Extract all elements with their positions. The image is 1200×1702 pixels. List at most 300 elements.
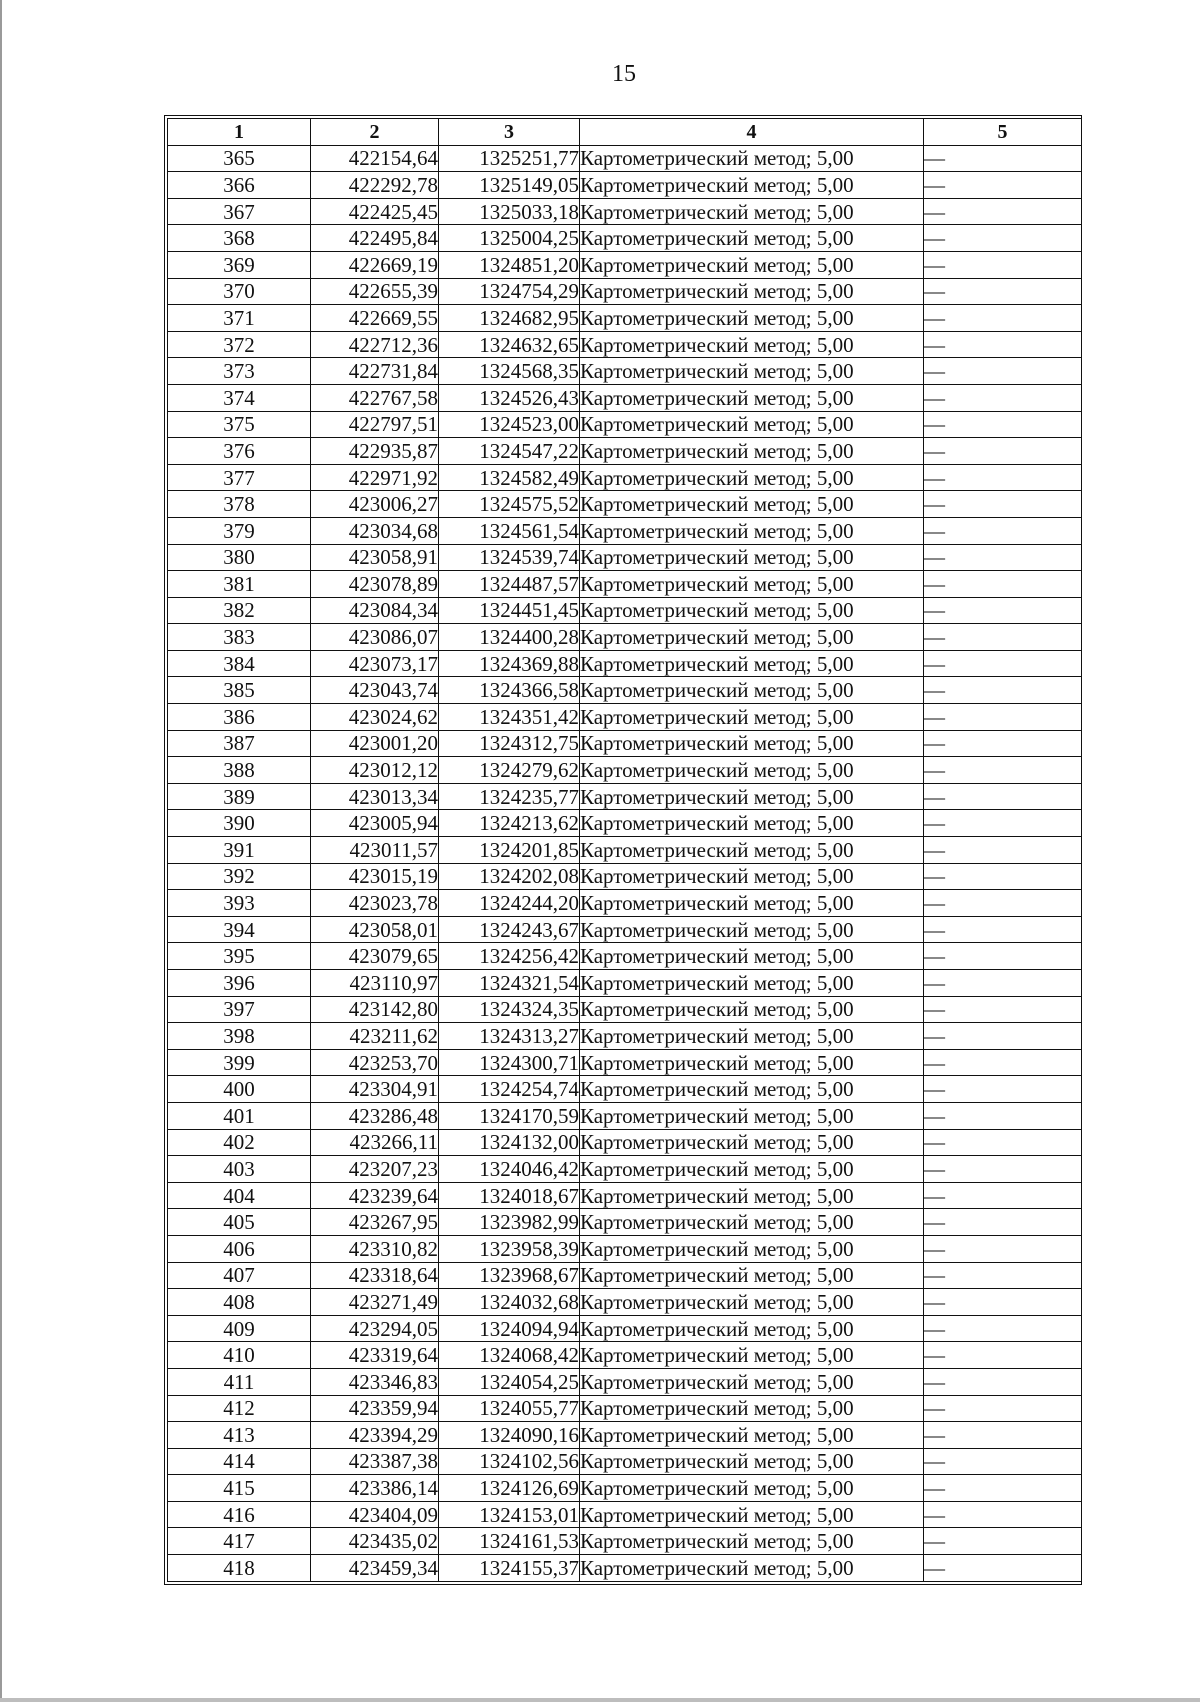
- note-cell: —: [924, 943, 1082, 970]
- x-coordinate-cell: 423058,91: [311, 544, 439, 571]
- table-row: [168, 730, 1082, 757]
- y-coordinate-cell: 1324366,58: [439, 677, 580, 704]
- x-coordinate-cell: 423319,64: [311, 1342, 439, 1369]
- note-cell: —: [924, 358, 1082, 385]
- note-cell: —: [924, 1422, 1082, 1449]
- method-cell: Картометрический метод; 5,00: [580, 597, 924, 624]
- note-cell: —: [924, 1049, 1082, 1076]
- point-number-cell: 415: [168, 1475, 311, 1502]
- note-cell: —: [924, 1555, 1082, 1582]
- x-coordinate-cell: 423359,94: [311, 1395, 439, 1422]
- x-coordinate-cell: 422971,92: [311, 464, 439, 491]
- x-coordinate-cell: 423294,05: [311, 1315, 439, 1342]
- y-coordinate-cell: 1324153,01: [439, 1501, 580, 1528]
- table-row: [168, 251, 1082, 278]
- note-cell: —: [924, 704, 1082, 731]
- table-row: [168, 1076, 1082, 1103]
- note-cell: —: [924, 1156, 1082, 1183]
- y-coordinate-cell: 1324312,75: [439, 730, 580, 757]
- point-number-cell: 411: [168, 1368, 311, 1395]
- y-coordinate-cell: 1324046,42: [439, 1156, 580, 1183]
- method-cell: Картометрический метод; 5,00: [580, 1555, 924, 1582]
- table-row: [168, 1342, 1082, 1369]
- note-cell: —: [924, 225, 1082, 252]
- note-cell: —: [924, 384, 1082, 411]
- x-coordinate-cell: 423386,14: [311, 1475, 439, 1502]
- x-coordinate-cell: 423142,80: [311, 996, 439, 1023]
- note-cell: —: [924, 1076, 1082, 1103]
- table-row: [168, 438, 1082, 465]
- x-coordinate-cell: 423346,83: [311, 1368, 439, 1395]
- table-row: [168, 1262, 1082, 1289]
- point-number-cell: 395: [168, 943, 311, 970]
- note-cell: —: [924, 1448, 1082, 1475]
- method-cell: Картометрический метод; 5,00: [580, 438, 924, 465]
- x-coordinate-cell: 422495,84: [311, 225, 439, 252]
- y-coordinate-cell: 1324568,35: [439, 358, 580, 385]
- point-number-cell: 380: [168, 544, 311, 571]
- table-row: [168, 198, 1082, 225]
- method-cell: Картометрический метод; 5,00: [580, 172, 924, 199]
- table-row: [168, 384, 1082, 411]
- x-coordinate-cell: 422731,84: [311, 358, 439, 385]
- point-number-cell: 390: [168, 810, 311, 837]
- note-cell: —: [924, 331, 1082, 358]
- point-number-cell: 396: [168, 970, 311, 997]
- point-number-cell: 370: [168, 278, 311, 305]
- method-cell: Картометрический метод; 5,00: [580, 890, 924, 917]
- table-row: [168, 704, 1082, 731]
- note-cell: —: [924, 863, 1082, 890]
- note-cell: —: [924, 1102, 1082, 1129]
- point-number-cell: 382: [168, 597, 311, 624]
- x-coordinate-cell: 422425,45: [311, 198, 439, 225]
- table-row: [168, 1501, 1082, 1528]
- note-cell: —: [924, 1475, 1082, 1502]
- table-row: [168, 145, 1082, 172]
- x-coordinate-cell: 422292,78: [311, 172, 439, 199]
- x-coordinate-cell: 423271,49: [311, 1289, 439, 1316]
- table-row: [168, 943, 1082, 970]
- point-number-cell: 386: [168, 704, 311, 731]
- table-row: [168, 996, 1082, 1023]
- x-coordinate-cell: 423015,19: [311, 863, 439, 890]
- y-coordinate-cell: 1324369,88: [439, 650, 580, 677]
- note-cell: —: [924, 1182, 1082, 1209]
- y-coordinate-cell: 1324400,28: [439, 624, 580, 651]
- coordinates-table-frame: [164, 115, 1082, 1585]
- note-cell: —: [924, 1209, 1082, 1236]
- x-coordinate-cell: 423034,68: [311, 517, 439, 544]
- point-number-cell: 374: [168, 384, 311, 411]
- point-number-cell: 369: [168, 251, 311, 278]
- x-coordinate-cell: 422797,51: [311, 411, 439, 438]
- y-coordinate-cell: 1324170,59: [439, 1102, 580, 1129]
- note-cell: —: [924, 491, 1082, 518]
- note-cell: —: [924, 837, 1082, 864]
- table-row: [168, 837, 1082, 864]
- method-cell: Картометрический метод; 5,00: [580, 863, 924, 890]
- table-row: [168, 1235, 1082, 1262]
- method-cell: Картометрический метод; 5,00: [580, 916, 924, 943]
- point-number-cell: 397: [168, 996, 311, 1023]
- table-row: [168, 278, 1082, 305]
- point-number-cell: 399: [168, 1049, 311, 1076]
- table-row: [168, 544, 1082, 571]
- note-cell: —: [924, 650, 1082, 677]
- point-number-cell: 403: [168, 1156, 311, 1183]
- method-cell: Картометрический метод; 5,00: [580, 1422, 924, 1449]
- method-cell: Картометрический метод; 5,00: [580, 1475, 924, 1502]
- table-row: [168, 624, 1082, 651]
- x-coordinate-cell: 423207,23: [311, 1156, 439, 1183]
- note-cell: —: [924, 1501, 1082, 1528]
- table-row: [168, 172, 1082, 199]
- note-cell: —: [924, 464, 1082, 491]
- point-number-cell: 366: [168, 172, 311, 199]
- x-coordinate-cell: 423387,38: [311, 1448, 439, 1475]
- point-number-cell: 384: [168, 650, 311, 677]
- method-cell: Картометрический метод; 5,00: [580, 251, 924, 278]
- note-cell: —: [924, 810, 1082, 837]
- point-number-cell: 367: [168, 198, 311, 225]
- y-coordinate-cell: 1324155,37: [439, 1555, 580, 1582]
- x-coordinate-cell: 422935,87: [311, 438, 439, 465]
- point-number-cell: 416: [168, 1501, 311, 1528]
- x-coordinate-cell: 423267,95: [311, 1209, 439, 1236]
- x-coordinate-cell: 423006,27: [311, 491, 439, 518]
- y-coordinate-cell: 1324561,54: [439, 517, 580, 544]
- y-coordinate-cell: 1324754,29: [439, 278, 580, 305]
- x-coordinate-cell: 423058,01: [311, 916, 439, 943]
- table-row: [168, 1049, 1082, 1076]
- y-coordinate-cell: 1324126,69: [439, 1475, 580, 1502]
- method-cell: Картометрический метод; 5,00: [580, 1289, 924, 1316]
- note-cell: —: [924, 916, 1082, 943]
- y-coordinate-cell: 1324487,57: [439, 571, 580, 598]
- point-number-cell: 383: [168, 624, 311, 651]
- point-number-cell: 368: [168, 225, 311, 252]
- x-coordinate-cell: 423001,20: [311, 730, 439, 757]
- y-coordinate-cell: 1324202,08: [439, 863, 580, 890]
- method-cell: Картометрический метод; 5,00: [580, 624, 924, 651]
- note-cell: —: [924, 890, 1082, 917]
- point-number-cell: 405: [168, 1209, 311, 1236]
- y-coordinate-cell: 1324161,53: [439, 1528, 580, 1555]
- table-header-row: [168, 119, 1082, 146]
- y-coordinate-cell: 1324054,25: [439, 1368, 580, 1395]
- note-cell: —: [924, 677, 1082, 704]
- y-coordinate-cell: 1324201,85: [439, 837, 580, 864]
- point-number-cell: 412: [168, 1395, 311, 1422]
- page-number: 15: [612, 61, 636, 87]
- method-cell: Картометрический метод; 5,00: [580, 1129, 924, 1156]
- method-cell: Картометрический метод; 5,00: [580, 943, 924, 970]
- table-row: [168, 1555, 1082, 1582]
- method-cell: Картометрический метод; 5,00: [580, 1182, 924, 1209]
- method-cell: Картометрический метод; 5,00: [580, 1395, 924, 1422]
- y-coordinate-cell: 1325004,25: [439, 225, 580, 252]
- note-cell: —: [924, 783, 1082, 810]
- method-cell: Картометрический метод; 5,00: [580, 517, 924, 544]
- y-coordinate-cell: 1324351,42: [439, 704, 580, 731]
- x-coordinate-cell: 423005,94: [311, 810, 439, 837]
- point-number-cell: 389: [168, 783, 311, 810]
- y-coordinate-cell: 1324032,68: [439, 1289, 580, 1316]
- note-cell: —: [924, 1262, 1082, 1289]
- y-coordinate-cell: 1324235,77: [439, 783, 580, 810]
- note-cell: —: [924, 1528, 1082, 1555]
- column-header-3: 3: [439, 119, 580, 146]
- table-row: [168, 890, 1082, 917]
- point-number-cell: 407: [168, 1262, 311, 1289]
- x-coordinate-cell: 423286,48: [311, 1102, 439, 1129]
- method-cell: Картометрический метод; 5,00: [580, 225, 924, 252]
- x-coordinate-cell: 423253,70: [311, 1049, 439, 1076]
- method-cell: Картометрический метод; 5,00: [580, 1209, 924, 1236]
- y-coordinate-cell: 1325033,18: [439, 198, 580, 225]
- y-coordinate-cell: 1324547,22: [439, 438, 580, 465]
- method-cell: Картометрический метод; 5,00: [580, 1315, 924, 1342]
- x-coordinate-cell: 422669,19: [311, 251, 439, 278]
- column-header-2: 2: [311, 119, 439, 146]
- point-number-cell: 379: [168, 517, 311, 544]
- table-row: [168, 1182, 1082, 1209]
- table-row: [168, 1315, 1082, 1342]
- method-cell: Картометрический метод; 5,00: [580, 1023, 924, 1050]
- point-number-cell: 406: [168, 1235, 311, 1262]
- point-number-cell: 385: [168, 677, 311, 704]
- table-row: [168, 571, 1082, 598]
- y-coordinate-cell: 1324682,95: [439, 305, 580, 332]
- x-coordinate-cell: 422712,36: [311, 331, 439, 358]
- note-cell: —: [924, 1235, 1082, 1262]
- note-cell: —: [924, 624, 1082, 651]
- table-row: [168, 1209, 1082, 1236]
- y-coordinate-cell: 1324582,49: [439, 464, 580, 491]
- point-number-cell: 409: [168, 1315, 311, 1342]
- method-cell: Картометрический метод; 5,00: [580, 358, 924, 385]
- x-coordinate-cell: 423086,07: [311, 624, 439, 651]
- point-number-cell: 381: [168, 571, 311, 598]
- point-number-cell: 373: [168, 358, 311, 385]
- point-number-cell: 393: [168, 890, 311, 917]
- x-coordinate-cell: 423459,34: [311, 1555, 439, 1582]
- method-cell: Картометрический метод; 5,00: [580, 704, 924, 731]
- y-coordinate-cell: 1324575,52: [439, 491, 580, 518]
- x-coordinate-cell: 423211,62: [311, 1023, 439, 1050]
- point-number-cell: 414: [168, 1448, 311, 1475]
- x-coordinate-cell: 422655,39: [311, 278, 439, 305]
- table-row: [168, 1129, 1082, 1156]
- note-cell: —: [924, 597, 1082, 624]
- y-coordinate-cell: 1324055,77: [439, 1395, 580, 1422]
- y-coordinate-cell: 1324324,35: [439, 996, 580, 1023]
- scan-edge-left: [0, 0, 2, 1702]
- point-number-cell: 391: [168, 837, 311, 864]
- x-coordinate-cell: 423012,12: [311, 757, 439, 784]
- x-coordinate-cell: 423011,57: [311, 837, 439, 864]
- point-number-cell: 404: [168, 1182, 311, 1209]
- point-number-cell: 402: [168, 1129, 311, 1156]
- table-row: [168, 1528, 1082, 1555]
- y-coordinate-cell: 1323982,99: [439, 1209, 580, 1236]
- method-cell: Картометрический метод; 5,00: [580, 571, 924, 598]
- note-cell: —: [924, 411, 1082, 438]
- note-cell: —: [924, 996, 1082, 1023]
- y-coordinate-cell: 1324321,54: [439, 970, 580, 997]
- note-cell: —: [924, 305, 1082, 332]
- point-number-cell: 372: [168, 331, 311, 358]
- table-row: [168, 358, 1082, 385]
- method-cell: Картометрический метод; 5,00: [580, 1448, 924, 1475]
- x-coordinate-cell: 423435,02: [311, 1528, 439, 1555]
- coordinates-table: [167, 118, 1082, 1582]
- method-cell: Картометрический метод; 5,00: [580, 1076, 924, 1103]
- x-coordinate-cell: 423394,29: [311, 1422, 439, 1449]
- note-cell: —: [924, 517, 1082, 544]
- table-row: [168, 517, 1082, 544]
- point-number-cell: 413: [168, 1422, 311, 1449]
- point-number-cell: 394: [168, 916, 311, 943]
- method-cell: Картометрический метод; 5,00: [580, 1368, 924, 1395]
- x-coordinate-cell: 423084,34: [311, 597, 439, 624]
- note-cell: —: [924, 1023, 1082, 1050]
- y-coordinate-cell: 1324632,65: [439, 331, 580, 358]
- point-number-cell: 418: [168, 1555, 311, 1582]
- method-cell: Картометрический метод; 5,00: [580, 1262, 924, 1289]
- column-header-5: 5: [924, 119, 1082, 146]
- y-coordinate-cell: 1324279,62: [439, 757, 580, 784]
- table-row: [168, 411, 1082, 438]
- y-coordinate-cell: 1323958,39: [439, 1235, 580, 1262]
- x-coordinate-cell: 422767,58: [311, 384, 439, 411]
- point-number-cell: 388: [168, 757, 311, 784]
- table-row: [168, 757, 1082, 784]
- point-number-cell: 375: [168, 411, 311, 438]
- y-coordinate-cell: 1324523,00: [439, 411, 580, 438]
- note-cell: —: [924, 757, 1082, 784]
- note-cell: —: [924, 1289, 1082, 1316]
- table-row: [168, 597, 1082, 624]
- table-row: [168, 916, 1082, 943]
- x-coordinate-cell: 423023,78: [311, 890, 439, 917]
- method-cell: Картометрический метод; 5,00: [580, 1501, 924, 1528]
- table-row: [168, 1023, 1082, 1050]
- method-cell: Картометрический метод; 5,00: [580, 837, 924, 864]
- x-coordinate-cell: 423043,74: [311, 677, 439, 704]
- x-coordinate-cell: 423073,17: [311, 650, 439, 677]
- x-coordinate-cell: 423110,97: [311, 970, 439, 997]
- table-row: [168, 491, 1082, 518]
- table-row: [168, 1448, 1082, 1475]
- point-number-cell: 398: [168, 1023, 311, 1050]
- note-cell: —: [924, 1342, 1082, 1369]
- method-cell: Картометрический метод; 5,00: [580, 970, 924, 997]
- y-coordinate-cell: 1324094,94: [439, 1315, 580, 1342]
- method-cell: Картометрический метод; 5,00: [580, 464, 924, 491]
- point-number-cell: 376: [168, 438, 311, 465]
- method-cell: Картометрический метод; 5,00: [580, 677, 924, 704]
- method-cell: Картометрический метод; 5,00: [580, 1156, 924, 1183]
- y-coordinate-cell: 1324068,42: [439, 1342, 580, 1369]
- x-coordinate-cell: 423310,82: [311, 1235, 439, 1262]
- x-coordinate-cell: 423239,64: [311, 1182, 439, 1209]
- y-coordinate-cell: 1324254,74: [439, 1076, 580, 1103]
- note-cell: —: [924, 278, 1082, 305]
- scan-edge-bottom: [0, 1698, 1200, 1702]
- table-row: [168, 1289, 1082, 1316]
- x-coordinate-cell: 422154,64: [311, 145, 439, 172]
- method-cell: Картометрический метод; 5,00: [580, 1528, 924, 1555]
- y-coordinate-cell: 1324090,16: [439, 1422, 580, 1449]
- method-cell: Картометрический метод; 5,00: [580, 757, 924, 784]
- point-number-cell: 371: [168, 305, 311, 332]
- note-cell: —: [924, 970, 1082, 997]
- y-coordinate-cell: 1325149,05: [439, 172, 580, 199]
- method-cell: Картометрический метод; 5,00: [580, 331, 924, 358]
- method-cell: Картометрический метод; 5,00: [580, 491, 924, 518]
- note-cell: —: [924, 251, 1082, 278]
- y-coordinate-cell: 1323968,67: [439, 1262, 580, 1289]
- note-cell: —: [924, 1368, 1082, 1395]
- point-number-cell: 408: [168, 1289, 311, 1316]
- method-cell: Картометрический метод; 5,00: [580, 996, 924, 1023]
- column-header-1: 1: [168, 119, 311, 146]
- note-cell: —: [924, 571, 1082, 598]
- y-coordinate-cell: 1324102,56: [439, 1448, 580, 1475]
- note-cell: —: [924, 145, 1082, 172]
- method-cell: Картометрический метод; 5,00: [580, 384, 924, 411]
- table-row: [168, 464, 1082, 491]
- x-coordinate-cell: 423404,09: [311, 1501, 439, 1528]
- table-body: [168, 145, 1082, 1581]
- x-coordinate-cell: 423024,62: [311, 704, 439, 731]
- note-cell: —: [924, 730, 1082, 757]
- column-header-4: 4: [580, 119, 924, 146]
- y-coordinate-cell: 1324132,00: [439, 1129, 580, 1156]
- note-cell: —: [924, 198, 1082, 225]
- method-cell: Картометрический метод; 5,00: [580, 1235, 924, 1262]
- note-cell: —: [924, 1395, 1082, 1422]
- table-row: [168, 305, 1082, 332]
- note-cell: —: [924, 438, 1082, 465]
- y-coordinate-cell: 1324526,43: [439, 384, 580, 411]
- y-coordinate-cell: 1324300,71: [439, 1049, 580, 1076]
- x-coordinate-cell: 423318,64: [311, 1262, 439, 1289]
- point-number-cell: 378: [168, 491, 311, 518]
- method-cell: Картометрический метод; 5,00: [580, 1102, 924, 1129]
- table-row: [168, 331, 1082, 358]
- table-row: [168, 677, 1082, 704]
- x-coordinate-cell: 422669,55: [311, 305, 439, 332]
- method-cell: Картометрический метод; 5,00: [580, 305, 924, 332]
- table-row: [168, 1395, 1082, 1422]
- note-cell: —: [924, 544, 1082, 571]
- y-coordinate-cell: 1324244,20: [439, 890, 580, 917]
- table-row: [168, 810, 1082, 837]
- x-coordinate-cell: 423079,65: [311, 943, 439, 970]
- x-coordinate-cell: 423013,34: [311, 783, 439, 810]
- table-row: [168, 783, 1082, 810]
- table-row: [168, 1368, 1082, 1395]
- method-cell: Картометрический метод; 5,00: [580, 1049, 924, 1076]
- point-number-cell: 401: [168, 1102, 311, 1129]
- table-row: [168, 1156, 1082, 1183]
- note-cell: —: [924, 1129, 1082, 1156]
- table-row: [168, 1102, 1082, 1129]
- method-cell: Картометрический метод; 5,00: [580, 145, 924, 172]
